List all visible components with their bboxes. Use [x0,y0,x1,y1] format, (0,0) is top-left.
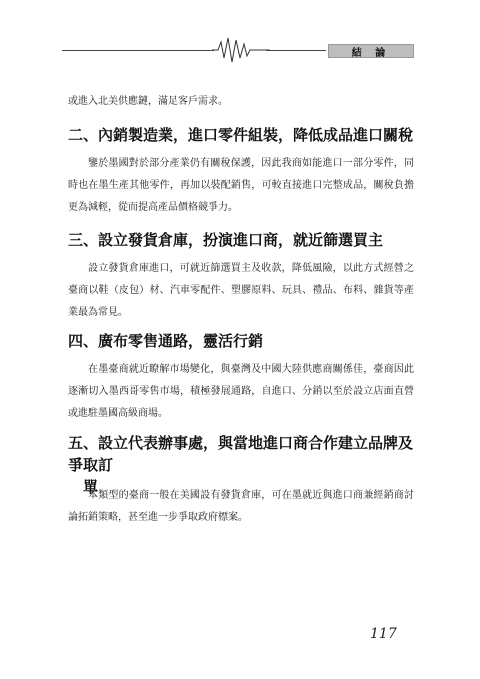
section-heading-4: 四、廣布零售通路，靈活行銷 [68,332,264,350]
heartbeat-line-icon [212,36,270,64]
section-body-2: 鑒於墨國對於部分產業仍有關稅保護，因此我商如能進口一部分零件，同時也在墨生產其他零件，再加以裝配銷售，可較直接進口完整成品，關稅負擔更為減輕，從而提高產品價格競爭力。 [68,158,414,213]
section-heading-5-line1: 五、設立代表辦事處，與當地進口商合作建立品牌及爭取訂 [68,434,414,474]
section-tab-label: 結 論 [351,48,391,59]
section-heading-3: 三、設立發貨倉庫，扮演進口商，就近篩選買主 [68,231,384,249]
header-rule-right [266,50,326,51]
section-body-4: 在墨臺商就近瞭解市場變化，與臺灣及中國大陸供應商關係佳，臺商因此逐漸切入墨西哥零售市場，積極發展通路，自進口、分銷以至於設立店面直營或進駐墨國高級商場。 [68,364,414,419]
section-heading-5-line2: 單 [83,478,99,496]
page-number: 117 [370,626,397,642]
header-rule-left [62,50,214,51]
section-tab [328,44,414,58]
section-body-5: 本類型的臺商一般在美國設有發貨倉庫，可在墨就近與進口商兼經銷商討論拓銷策略，甚至進一步爭取政府標案。 [68,490,414,523]
intro-line: 或進入北美供應鏈，滿足客戶需求。 [68,96,228,107]
section-body-3: 設立發貨倉庫進口，可就近篩選買主及收款，降低風險，以此方式經營之臺商以鞋（皮包）材、汽車零配件、塑膠原料、玩具、禮品、布料、雜貨等產業最為常見。 [68,263,414,318]
section-heading-2: 二、內銷製造業，進口零件組裝，降低成品進口關稅 [68,126,414,144]
